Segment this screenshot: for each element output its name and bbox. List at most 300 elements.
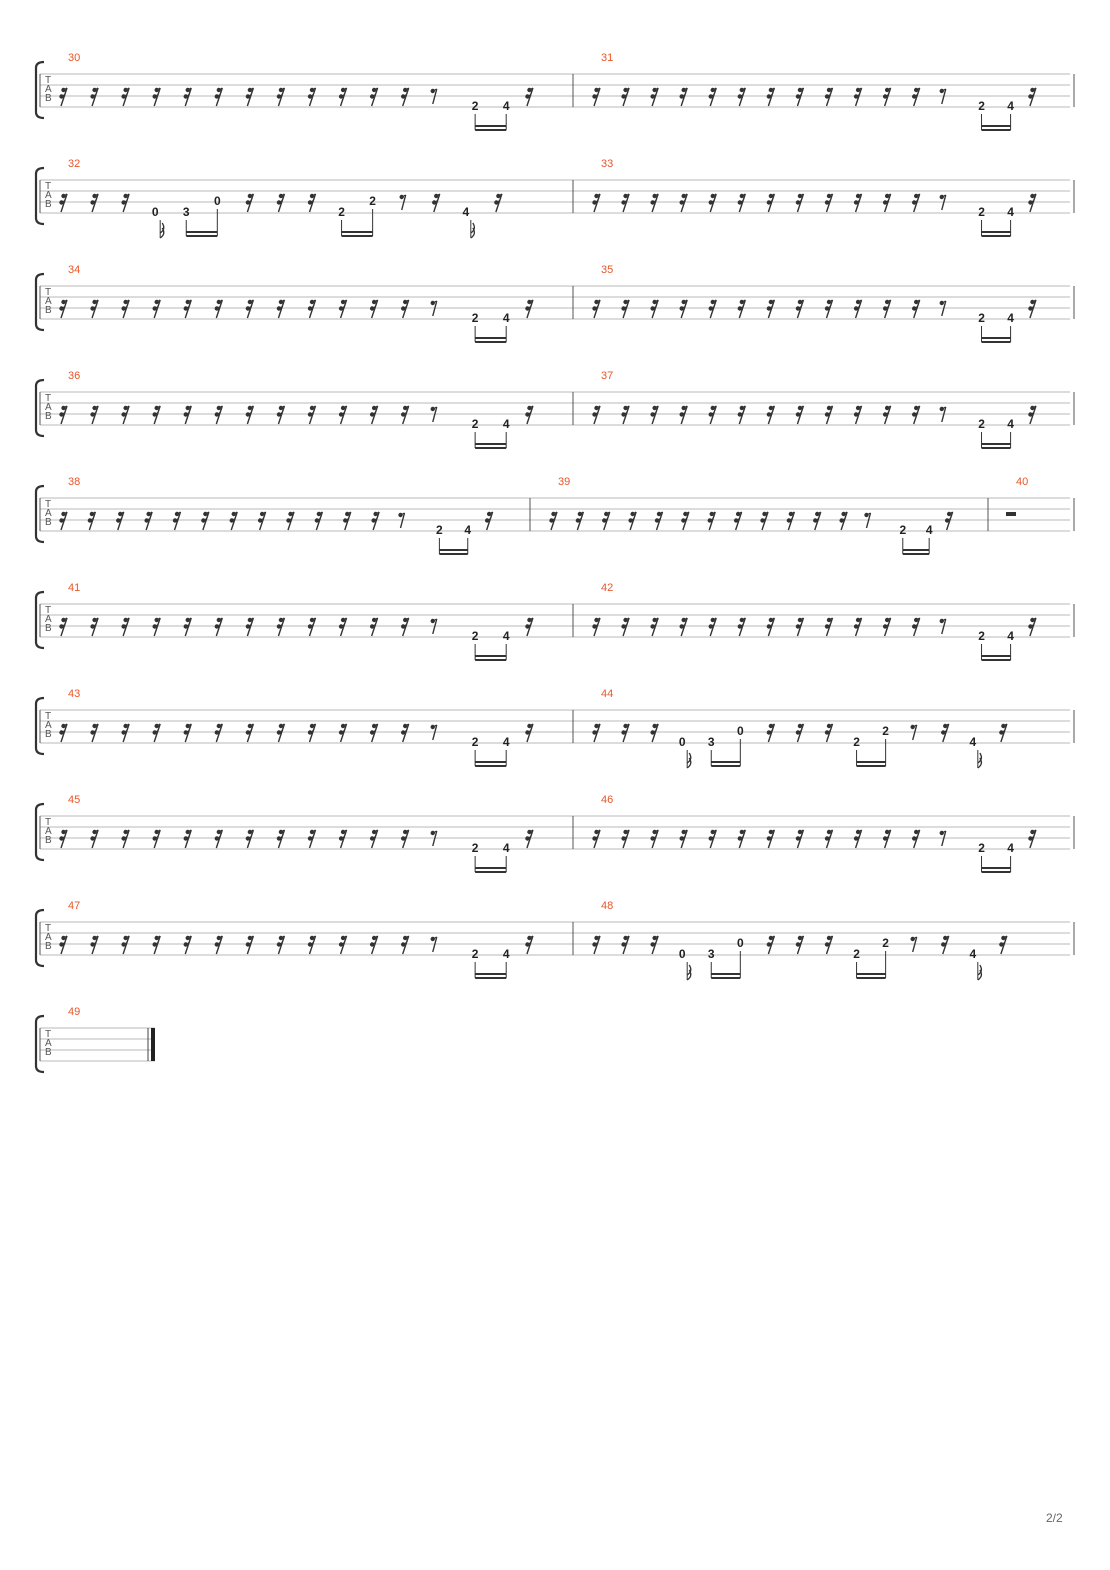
fret-number: 2	[978, 629, 985, 643]
sixteenth-rest	[184, 724, 192, 742]
measure	[592, 900, 1074, 980]
tab-clef-letter: A	[45, 932, 52, 943]
sixteenth-rest	[339, 830, 347, 848]
sixteenth-rest	[121, 830, 129, 848]
measure-number: 49	[68, 1006, 81, 1018]
measure-number: 37	[601, 370, 614, 382]
fret-number: 2	[471, 841, 479, 855]
sixteenth-rest	[246, 618, 254, 636]
sixteenth-rest	[432, 194, 440, 212]
sixteenth-rest	[525, 724, 533, 742]
fret-number: 2	[471, 629, 479, 643]
sixteenth-rest	[370, 88, 378, 106]
tab-clef-letter: T	[45, 1029, 52, 1040]
sixteenth-rest	[246, 830, 254, 848]
sixteenth-rest	[494, 194, 502, 212]
tab-system	[36, 476, 1074, 554]
tab-system	[36, 52, 1074, 130]
sixteenth-rest	[650, 300, 658, 318]
fret-number: 4	[502, 841, 510, 855]
fret-number: 0	[736, 724, 744, 738]
sixteenth-rest	[152, 724, 160, 742]
fret-number: 2	[853, 735, 860, 749]
sixteenth-rest	[767, 724, 775, 742]
sixteenth-rest	[1028, 406, 1036, 424]
sixteenth-rest	[549, 512, 557, 530]
measure	[59, 158, 573, 238]
sixteenth-rest	[912, 406, 920, 424]
measure	[59, 582, 573, 660]
sixteenth-rest	[883, 830, 891, 848]
fret-number: 2	[978, 99, 985, 113]
tab-clef-letter: A	[45, 826, 52, 837]
sixteenth-rest	[59, 830, 67, 848]
tab-clef-letter: B	[45, 517, 52, 528]
whole-rest	[1006, 512, 1016, 516]
measure-number: 43	[68, 688, 81, 700]
sixteenth-rest	[401, 936, 409, 954]
sixteenth-rest	[1028, 300, 1036, 318]
measure-number: 35	[601, 264, 614, 276]
sixteenth-rest	[912, 300, 920, 318]
sixteenth-rest	[576, 512, 584, 530]
sixteenth-rest	[90, 88, 98, 106]
sixteenth-rest	[370, 936, 378, 954]
sixteenth-rest	[621, 618, 629, 636]
sixteenth-rest	[825, 88, 833, 106]
sixteenth-rest	[277, 88, 285, 106]
sixteenth-rest	[813, 512, 821, 530]
sixteenth-rest	[525, 88, 533, 106]
sixteenth-rest	[912, 830, 920, 848]
sixteenth-rest	[184, 88, 192, 106]
sixteenth-rest	[308, 300, 316, 318]
sixteenth-rest	[796, 406, 804, 424]
sixteenth-rest	[767, 618, 775, 636]
sixteenth-rest	[883, 300, 891, 318]
sixteenth-rest	[825, 194, 833, 212]
fret-number: 4	[1007, 417, 1014, 431]
sixteenth-rest	[401, 724, 409, 742]
tab-clef-letter: T	[45, 923, 52, 934]
fret-number: 2	[471, 947, 479, 961]
sixteenth-rest	[650, 936, 658, 954]
measure-number: 33	[601, 158, 614, 170]
sixteenth-rest	[767, 830, 775, 848]
fret-number: 2	[471, 735, 479, 749]
sixteenth-rest	[201, 512, 209, 530]
fret-number: 2	[978, 311, 985, 325]
sixteenth-rest	[339, 618, 347, 636]
fret-number: 4	[502, 99, 510, 113]
sixteenth-rest	[308, 936, 316, 954]
fret-number: 4	[925, 523, 933, 537]
final-barline	[151, 1028, 155, 1061]
tab-clef-letter: A	[45, 508, 52, 519]
measure-number: 32	[68, 158, 81, 170]
fret-number: 3	[707, 947, 715, 961]
sixteenth-rest	[1028, 88, 1036, 106]
sixteenth-rest	[767, 936, 775, 954]
sixteenth-rest	[215, 406, 223, 424]
fret-number: 4	[969, 735, 977, 749]
sixteenth-rest	[246, 300, 254, 318]
sixteenth-rest	[525, 936, 533, 954]
fret-number: 3	[707, 735, 715, 749]
sixteenth-rest	[144, 512, 152, 530]
tab-system	[36, 688, 1074, 768]
sixteenth-rest	[215, 830, 223, 848]
sixteenth-rest	[90, 830, 98, 848]
sixteenth-rest	[760, 512, 768, 530]
sixteenth-rest	[246, 406, 254, 424]
sixteenth-rest	[738, 88, 746, 106]
sixteenth-rest	[592, 724, 600, 742]
tab-clef-letter: A	[45, 402, 52, 413]
sixteenth-rest	[767, 300, 775, 318]
sixteenth-rest	[1028, 618, 1036, 636]
sixteenth-rest	[308, 406, 316, 424]
sixteenth-rest	[401, 406, 409, 424]
tab-clef-letter: B	[45, 305, 52, 316]
sixteenth-rest	[825, 936, 833, 954]
sixteenth-rest	[525, 830, 533, 848]
sixteenth-rest	[152, 300, 160, 318]
sixteenth-rest	[152, 936, 160, 954]
fret-number: 4	[502, 311, 510, 325]
sixteenth-rest	[90, 194, 98, 212]
sixteenth-rest	[883, 88, 891, 106]
tab-clef-letter: B	[45, 941, 52, 952]
sixteenth-rest	[709, 406, 717, 424]
sixteenth-rest	[59, 406, 67, 424]
sixteenth-rest	[738, 618, 746, 636]
sixteenth-rest	[650, 88, 658, 106]
sixteenth-rest	[592, 618, 600, 636]
sixteenth-rest	[184, 618, 192, 636]
sixteenth-rest	[854, 194, 862, 212]
sixteenth-rest	[854, 88, 862, 106]
sixteenth-rest	[709, 830, 717, 848]
sixteenth-rest	[650, 406, 658, 424]
sixteenth-rest	[308, 618, 316, 636]
fret-number: 2	[436, 523, 443, 537]
tab-clef-letter: B	[45, 411, 52, 422]
sixteenth-rest	[184, 300, 192, 318]
sixteenth-rest	[152, 618, 160, 636]
sixteenth-rest	[679, 194, 687, 212]
sixteenth-rest	[825, 618, 833, 636]
sixteenth-rest	[999, 724, 1007, 742]
sixteenth-rest	[883, 194, 891, 212]
sixteenth-rest	[796, 618, 804, 636]
sixteenth-rest	[650, 194, 658, 212]
sixteenth-rest	[592, 88, 600, 106]
sixteenth-rest	[883, 406, 891, 424]
fret-number: 2	[978, 417, 985, 431]
sixteenth-rest	[912, 88, 920, 106]
measure	[59, 688, 573, 766]
fret-number: 2	[882, 936, 889, 950]
sixteenth-rest	[90, 618, 98, 636]
tab-clef-letter: B	[45, 199, 52, 210]
sixteenth-rest	[343, 512, 351, 530]
sixteenth-rest	[246, 936, 254, 954]
fret-number: 2	[882, 724, 889, 738]
fret-number: 2	[471, 417, 479, 431]
sixteenth-rest	[767, 88, 775, 106]
sixteenth-rest	[485, 512, 493, 530]
tab-clef-letter: T	[45, 817, 52, 828]
sixteenth-rest	[370, 406, 378, 424]
sixteenth-rest	[839, 512, 847, 530]
sixteenth-rest	[152, 406, 160, 424]
sixteenth-rest	[621, 88, 629, 106]
sixteenth-rest	[621, 936, 629, 954]
tab-clef-letter: B	[45, 1047, 52, 1058]
measure-number: 34	[68, 264, 81, 276]
measure	[59, 264, 573, 342]
tab-clef-letter: A	[45, 720, 52, 731]
measure	[592, 264, 1074, 342]
fret-number: 2	[978, 841, 985, 855]
measure-number: 38	[68, 476, 81, 488]
sixteenth-rest	[370, 618, 378, 636]
tab-system	[36, 370, 1074, 448]
sixteenth-rest	[277, 618, 285, 636]
sixteenth-rest	[121, 406, 129, 424]
fret-number: 4	[502, 947, 510, 961]
tab-clef-letter: A	[45, 84, 52, 95]
sixteenth-rest	[621, 300, 629, 318]
sixteenth-rest	[650, 618, 658, 636]
sixteenth-rest	[621, 194, 629, 212]
sixteenth-rest	[679, 618, 687, 636]
sixteenth-rest	[681, 512, 689, 530]
measure	[59, 900, 573, 978]
measure-number: 40	[1016, 476, 1029, 488]
sixteenth-rest	[286, 512, 294, 530]
fret-number: 4	[502, 629, 510, 643]
sixteenth-rest	[825, 830, 833, 848]
sixteenth-rest	[941, 936, 949, 954]
sixteenth-rest	[738, 194, 746, 212]
sixteenth-rest	[525, 406, 533, 424]
sixteenth-rest	[945, 512, 953, 530]
sixteenth-rest	[854, 406, 862, 424]
sixteenth-rest	[215, 88, 223, 106]
tab-clef-letter: T	[45, 711, 52, 722]
sixteenth-rest	[59, 194, 67, 212]
sixteenth-rest	[602, 512, 610, 530]
sixteenth-rest	[628, 512, 636, 530]
sixteenth-rest	[854, 830, 862, 848]
fret-number: 4	[1007, 205, 1014, 219]
sixteenth-rest	[767, 194, 775, 212]
sixteenth-rest	[679, 830, 687, 848]
sixteenth-rest	[277, 300, 285, 318]
fret-number: 4	[502, 417, 510, 431]
measure	[68, 1006, 155, 1061]
tab-clef-letter: T	[45, 605, 52, 616]
tab-clef-letter: A	[45, 614, 52, 625]
measure	[592, 688, 1074, 768]
measure-number: 30	[68, 52, 81, 64]
tab-clef-letter: A	[45, 1038, 52, 1049]
sixteenth-rest	[277, 830, 285, 848]
fret-number: 4	[1007, 629, 1014, 643]
fret-number: 2	[978, 205, 985, 219]
fret-number: 0	[213, 194, 221, 208]
sixteenth-rest	[152, 830, 160, 848]
tab-clef-letter: B	[45, 835, 52, 846]
sixteenth-rest	[370, 300, 378, 318]
sixteenth-rest	[592, 406, 600, 424]
sixteenth-rest	[621, 830, 629, 848]
sixteenth-rest	[90, 724, 98, 742]
sixteenth-rest	[246, 88, 254, 106]
sixteenth-rest	[339, 300, 347, 318]
sixteenth-rest	[315, 512, 323, 530]
tab-system	[36, 1006, 155, 1072]
sixteenth-rest	[525, 300, 533, 318]
sixteenth-rest	[708, 512, 716, 530]
measure	[592, 582, 1074, 660]
measure-number: 47	[68, 900, 81, 912]
measure-number: 41	[68, 582, 81, 594]
sixteenth-rest	[215, 936, 223, 954]
sixteenth-rest	[215, 300, 223, 318]
sixteenth-rest	[308, 724, 316, 742]
sixteenth-rest	[796, 724, 804, 742]
sixteenth-rest	[709, 618, 717, 636]
fret-number: 2	[899, 523, 907, 537]
sixteenth-rest	[90, 300, 98, 318]
sixteenth-rest	[999, 936, 1007, 954]
sixteenth-rest	[90, 936, 98, 954]
sixteenth-rest	[679, 406, 687, 424]
tab-system	[36, 158, 1074, 238]
measure-number: 31	[601, 52, 614, 64]
fret-number: 0	[151, 205, 159, 219]
sixteenth-rest	[709, 194, 717, 212]
sixteenth-rest	[258, 512, 266, 530]
measure	[59, 794, 573, 872]
page-number: 2/2	[1046, 1511, 1063, 1525]
sixteenth-rest	[796, 88, 804, 106]
measure-number: 48	[601, 900, 614, 912]
measure-number: 45	[68, 794, 81, 806]
sixteenth-rest	[825, 300, 833, 318]
sixteenth-rest	[371, 512, 379, 530]
sixteenth-rest	[230, 512, 238, 530]
measure	[592, 370, 1074, 448]
sixteenth-rest	[277, 724, 285, 742]
measure	[592, 158, 1074, 236]
sixteenth-rest	[825, 406, 833, 424]
sixteenth-rest	[796, 194, 804, 212]
sixteenth-rest	[767, 406, 775, 424]
sixteenth-rest	[121, 88, 129, 106]
sixteenth-rest	[339, 936, 347, 954]
sixteenth-rest	[121, 194, 129, 212]
tab-system	[36, 582, 1074, 660]
sixteenth-rest	[883, 618, 891, 636]
sixteenth-rest	[90, 406, 98, 424]
sixteenth-rest	[592, 194, 600, 212]
fret-number: 4	[1007, 841, 1014, 855]
sixteenth-rest	[59, 618, 67, 636]
measure	[592, 52, 1074, 130]
fret-number: 0	[736, 936, 744, 950]
sixteenth-rest	[308, 88, 316, 106]
measure-number: 46	[601, 794, 614, 806]
sixteenth-rest	[59, 88, 67, 106]
sixteenth-rest	[912, 618, 920, 636]
sixteenth-rest	[246, 724, 254, 742]
fret-number: 4	[969, 947, 977, 961]
fret-number: 4	[464, 523, 472, 537]
sixteenth-rest	[621, 724, 629, 742]
tab-system	[36, 900, 1074, 980]
fret-number: 4	[462, 205, 470, 219]
sixteenth-rest	[215, 724, 223, 742]
sixteenth-rest	[592, 830, 600, 848]
sixteenth-rest	[308, 194, 316, 212]
sixteenth-rest	[650, 724, 658, 742]
tab-clef-letter: T	[45, 499, 52, 510]
sixteenth-rest	[854, 300, 862, 318]
fret-number: 4	[502, 735, 510, 749]
measure	[1006, 476, 1074, 531]
sixteenth-rest	[796, 300, 804, 318]
tab-clef-letter: A	[45, 190, 52, 201]
sixteenth-rest	[59, 724, 67, 742]
sixteenth-rest	[184, 406, 192, 424]
tab-clef-letter: T	[45, 393, 52, 404]
sixteenth-rest	[215, 618, 223, 636]
sixteenth-rest	[121, 618, 129, 636]
fret-number: 2	[471, 311, 479, 325]
measure	[59, 370, 573, 448]
fret-number: 0	[678, 735, 686, 749]
sixteenth-rest	[787, 512, 795, 530]
measure-number: 39	[558, 476, 571, 488]
sixteenth-rest	[152, 88, 160, 106]
sixteenth-rest	[121, 724, 129, 742]
sixteenth-rest	[277, 936, 285, 954]
sixteenth-rest	[401, 830, 409, 848]
sixteenth-rest	[88, 512, 96, 530]
sixteenth-rest	[709, 300, 717, 318]
tab-system	[36, 264, 1074, 342]
sixteenth-rest	[679, 300, 687, 318]
sixteenth-rest	[592, 300, 600, 318]
sixteenth-rest	[1028, 830, 1036, 848]
measure	[549, 476, 988, 554]
sixteenth-rest	[679, 88, 687, 106]
sixteenth-rest	[825, 724, 833, 742]
sixteenth-rest	[621, 406, 629, 424]
sixteenth-rest	[401, 300, 409, 318]
sixteenth-rest	[59, 512, 67, 530]
sixteenth-rest	[401, 618, 409, 636]
fret-number: 3	[182, 205, 190, 219]
measure	[592, 794, 1074, 872]
measure-number: 42	[601, 582, 614, 594]
fret-number: 2	[853, 947, 860, 961]
measure-number: 36	[68, 370, 81, 382]
